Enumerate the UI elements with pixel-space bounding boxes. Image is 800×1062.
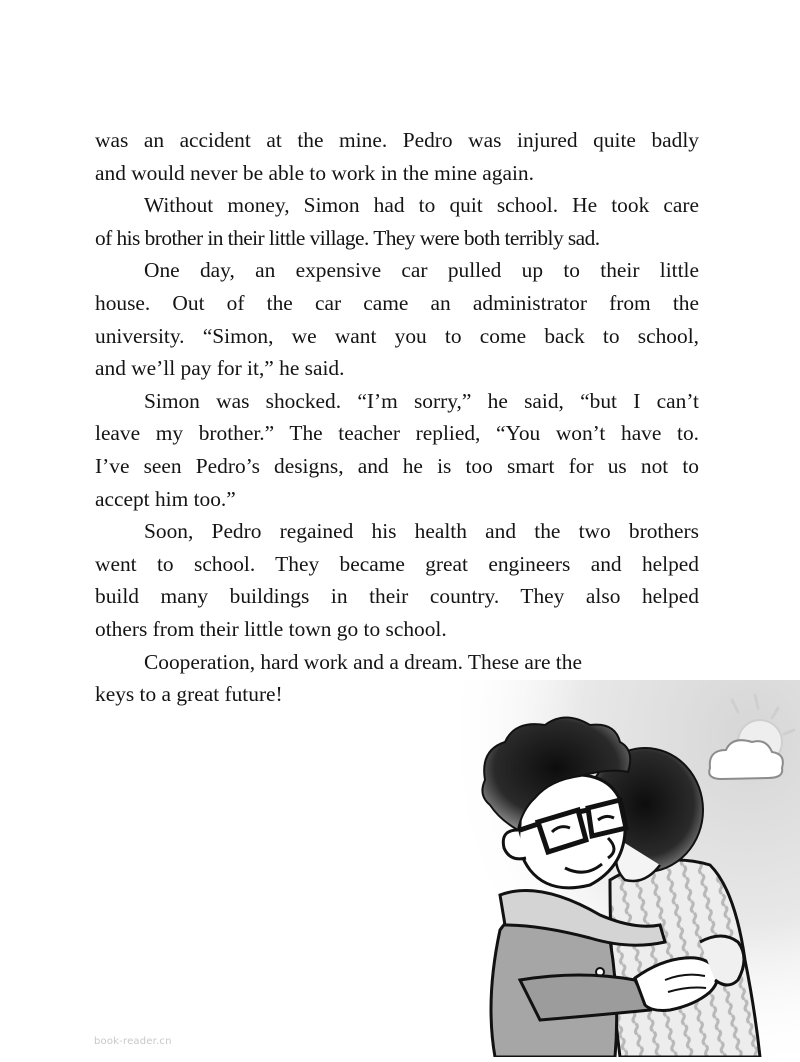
text-line: Simon was shocked. “I’m sorry,” he said, “but I can’t (144, 388, 699, 413)
text-line: others from their little town go to school. (95, 616, 447, 641)
text-line: Soon, Pedro regained his health and the two brothers (144, 519, 699, 544)
text-line: build many buildings in their country. They also helped (95, 584, 699, 609)
text-line: accept him too.” (95, 486, 236, 511)
text-line: of his brother in their little village. They were both terribly sad. (95, 225, 600, 250)
story-text (95, 124, 699, 711)
text-line: Without money, Simon had to quit school. He took care (144, 193, 699, 218)
text-line: went to school. They became great engineers and helped (95, 551, 699, 576)
watermark: book-reader.cn (94, 1036, 172, 1047)
text-line: leave my brother.” The teacher replied, “You won’t have to. (95, 421, 699, 446)
text-line: was an accident at the mine. Pedro was injured quite badly (95, 128, 699, 152)
text-line: keys to a great future! (95, 682, 283, 707)
text-line: I’ve seen Pedro’s designs, and he is too smart for us not to (95, 453, 699, 478)
text-line: and we’ll pay for it,” he said. (95, 356, 345, 381)
text-line: and would never be able to work in the mine again. (95, 160, 534, 185)
text-line: Cooperation, hard work and a dream. These are the (144, 649, 582, 674)
text-line: One day, an expensive car pulled up to their little (144, 258, 699, 283)
text-line: house. Out of the car came an administrator from the (95, 290, 699, 315)
text-line: university. “Simon, we want you to come back to school, (95, 323, 699, 348)
brothers-hugging-illustration (460, 680, 800, 1057)
